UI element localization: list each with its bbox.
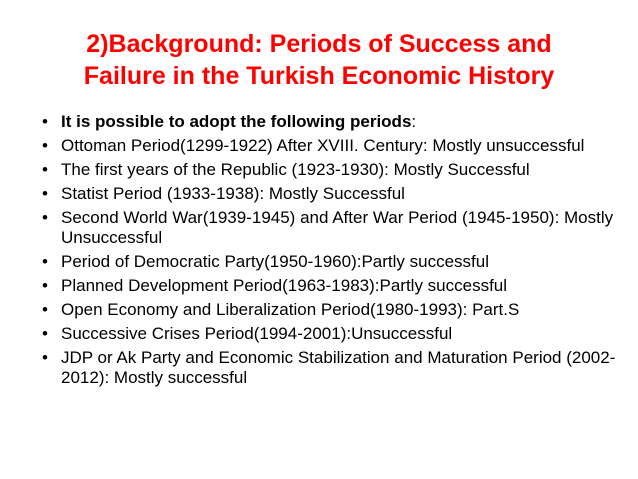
bullet-text: Second World War(1939-1945) and After War Period (1945-1950): Mostly Unsuccessful: [61, 208, 614, 247]
bullet-item: [40, 184, 626, 204]
bullet-icon: •: [42, 300, 48, 319]
bullet-icon: •: [42, 136, 48, 155]
bullet-item: [40, 252, 626, 272]
bullet-text: Planned Development Period(1963-1983):Partly successful: [61, 276, 508, 295]
bullet-list: [40, 112, 626, 392]
bullet-item: [40, 324, 626, 344]
bullet-item: [40, 160, 626, 180]
bullet-icon: •: [42, 276, 48, 295]
bullet-text: Period of Democratic Party(1950-1960):Partly successful: [61, 252, 490, 271]
bullet-item: [40, 300, 626, 320]
bullet-item: [40, 136, 626, 156]
bullet-icon: •: [42, 112, 48, 131]
bullet-icon: •: [42, 252, 48, 271]
bullet-text-bold: It is possible to adopt the following periods: [61, 112, 412, 131]
bullet-icon: •: [42, 160, 48, 179]
bullet-icon: •: [42, 208, 48, 227]
bullet-text: [61, 112, 626, 132]
title-line-2: Failure in the Turkish Economic History: [83, 62, 555, 90]
bullet-icon: •: [42, 184, 48, 203]
bullet-text: Ottoman Period(1299-1922) After XVIII. Century: Mostly unsuccessful: [61, 136, 585, 155]
bullet-text: JDP or Ak Party and Economic Stabilization and Maturation Period (2002-2012): Mostly successful: [61, 348, 616, 387]
bullet-item: [40, 348, 626, 388]
bullet-item: [40, 208, 626, 248]
bullet-icon: •: [42, 348, 48, 367]
bullet-text: Open Economy and Liberalization Period(1980-1993): Part.S: [61, 300, 520, 319]
slide-title: [40, 28, 598, 92]
bullet-text-suffix: :: [411, 112, 417, 131]
bullet-text: The first years of the Republic (1923-1930): Mostly Successful: [61, 160, 530, 179]
bullet-text: Statist Period (1933-1938): Mostly Successful: [61, 184, 405, 203]
bullet-icon: •: [42, 324, 48, 343]
title-line-1: 2)Background: Periods of Success and: [86, 30, 552, 58]
bullet-text: Successive Crises Period(1994-2001):Unsuccessful: [61, 324, 453, 343]
bullet-item: [40, 276, 626, 296]
bullet-item: [40, 112, 626, 132]
